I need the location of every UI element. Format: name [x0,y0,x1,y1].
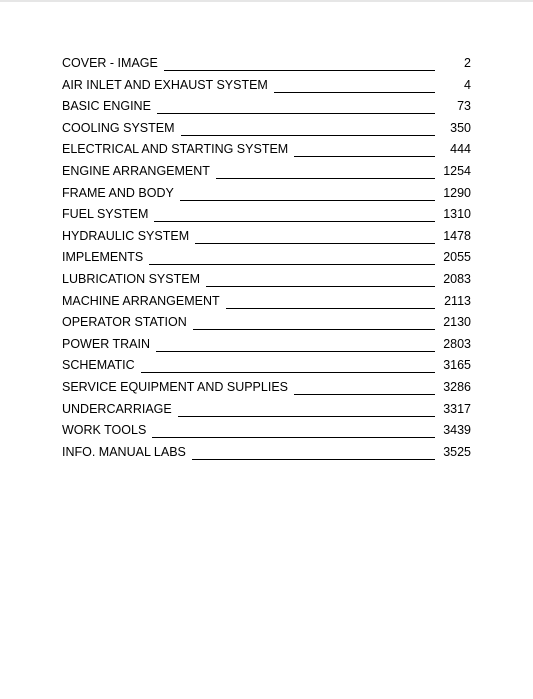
toc-entry-page: 2 [464,56,471,70]
toc-entry-page: 444 [450,142,471,157]
toc-entry-basic-engine[interactable] [62,98,471,120]
toc-entry-title: COVER - IMAGE [62,56,158,70]
toc-entry-page: 1478 [443,228,471,243]
page-top-border [0,0,533,2]
toc-entry-fuel-system[interactable] [62,206,471,228]
toc-entry-title: SCHEMATIC [62,358,135,373]
toc-leader-line [195,228,435,244]
toc-entry-page: 3317 [443,401,471,416]
toc-entry-engine-arrangement[interactable] [62,163,471,185]
toc-leader-line [180,185,435,201]
toc-entry-title: AIR INLET AND EXHAUST SYSTEM [62,77,268,92]
toc-leader-line [206,271,435,287]
toc-entry-title: FRAME AND BODY [62,185,174,200]
toc-entry-undercarriage[interactable] [62,401,471,423]
toc-entry-cooling-system[interactable] [62,120,471,142]
toc-entry-title: MACHINE ARRANGEMENT [62,293,220,308]
toc-entry-title: ENGINE ARRANGEMENT [62,163,210,178]
toc-entry-hydraulic-system[interactable] [62,228,471,250]
toc-entry-implements[interactable] [62,249,471,271]
toc-entry-electrical-and-starting-system[interactable] [62,141,471,163]
toc-entry-page: 1254 [443,163,471,178]
toc-leader-line [226,293,435,309]
toc-entry-service-equipment-and-supplies[interactable] [62,379,471,401]
toc-entry-power-train[interactable] [62,336,471,358]
toc-entry-title: OPERATOR STATION [62,315,187,330]
toc-entry-frame-and-body[interactable] [62,185,471,207]
toc-leader-line [141,357,435,373]
toc-entry-page: 2130 [443,315,471,330]
toc-entry-page: 350 [450,120,471,135]
toc-entry-info-manual-labs[interactable] [62,444,471,466]
toc-entry-operator-station[interactable] [62,314,471,336]
toc-entry-lubrication-system[interactable] [62,271,471,293]
toc-entry-title: LUBRICATION SYSTEM [62,271,200,286]
toc-entry-page: 2055 [443,250,471,265]
table-of-contents [62,55,471,465]
toc-leader-line [274,77,435,93]
toc-entry-page: 2803 [443,336,471,351]
toc-entry-title: FUEL SYSTEM [62,207,149,222]
toc-entry-page: 3439 [443,423,471,438]
toc-leader-line [192,444,435,460]
toc-entry-title: IMPLEMENTS [62,250,144,265]
toc-entry-page: 1290 [443,185,471,200]
toc-entry-title: POWER TRAIN [62,336,150,351]
toc-leader-line [152,422,435,438]
toc-entry-work-tools[interactable] [62,422,471,444]
toc-leader-line [154,206,435,222]
toc-entry-title: ELECTRICAL AND STARTING SYSTEM [62,142,289,157]
toc-leader-line [193,314,435,330]
toc-entry-title: COOLING SYSTEM [62,120,175,135]
toc-leader-line [156,336,435,352]
toc-entry-title: SERVICE EQUIPMENT AND SUPPLIES [62,379,288,394]
toc-entry-schematic[interactable] [62,357,471,379]
toc-entry-page: 2083 [443,271,471,286]
toc-entry-page: 1310 [443,207,471,222]
toc-entry-page: 73 [457,99,471,114]
toc-leader-line [216,163,435,179]
toc-entry-page: 3525 [443,444,471,459]
toc-entry-title: BASIC ENGINE [62,99,151,114]
toc-leader-line [149,249,435,265]
toc-entry-title: HYDRAULIC SYSTEM [62,228,190,243]
toc-entry-title: INFO. MANUAL LABS [62,444,186,459]
toc-leader-line [164,55,435,71]
toc-entry-page: 4 [464,77,471,92]
toc-leader-line [294,141,435,157]
toc-leader-line [181,120,435,136]
toc-entry-page: 3165 [443,358,471,373]
toc-entry-page: 2113 [444,293,471,308]
toc-leader-line [294,379,435,395]
toc-entry-page: 3286 [443,379,471,394]
toc-entry-machine-arrangement[interactable] [62,293,471,315]
toc-entry-title: UNDERCARRIAGE [62,401,172,416]
toc-leader-line [178,401,435,417]
toc-entry-air-inlet-and-exhaust-system[interactable] [62,77,471,99]
toc-leader-line [157,98,435,114]
toc-entry-cover-image[interactable] [62,55,471,77]
toc-entry-title: WORK TOOLS [62,423,147,438]
